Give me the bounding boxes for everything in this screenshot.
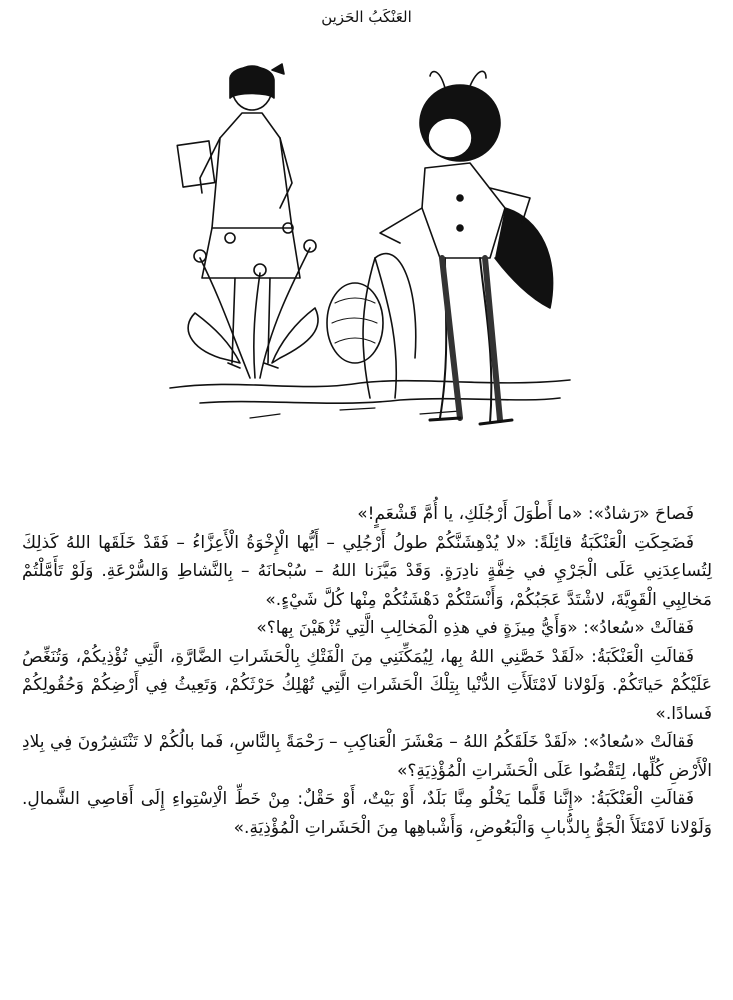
paragraph: فَضَحِكَتِ الْعَنْكَبَةُ قائِلَةً: «لا يُدْهِشَنَّكُمْ طولُ أَرْجُلِي – أَيُّها الْإِخْوَةُ الْأَعِزَّاءُ – فَقَدْ خَلَقَها اللهُ كَذلِكَ لِتُساعِدَنِي عَلَى الْجَرْيِ في خِفَّةٍ نادِرَةٍ. وَقَدْ مَيَّزَنا اللهُ – سُبْحانَهُ – بِالنَّشاطِ وَالسُّرْعَةِ. وَلَوْ تَأَمَّلْتُمْ مَخالِبِي الْقَوِيَّةَ، لاشْتَدَّ عَجَبُكُمْ، وَأَنْسَتْكُمْ دَهْشَتُكُمْ مِنْها كُلَّ شَيْءٍ.»	[22, 532, 712, 610]
ground-line	[170, 380, 570, 388]
paragraph: فَقالَتْ «سُعادُ»: «وَأَيُّ مِيزَةٍ في هذِهِ الْمَخالِبِ الَّتِي تُزْهَيْنَ بِها؟»	[256, 618, 694, 638]
page-title: العَنْكَبُ الحَزين	[321, 8, 412, 26]
flower-plant-center	[327, 254, 416, 398]
paragraph: فَقالَتْ «سُعادُ»: «لَقَدْ خَلَقَكُمُ اللهُ – مَعْشَرَ الْعَناكِبِ – رَحْمَةً بِالنَّاسِ، فَما بالُكُمْ لا تَنْتَشِرُونَ فِي بِلادِ الْأَرْضِ كُلِّها، لِتَقْضُوا عَلَى الْحَشَراتِ الْمُؤْذِيَةِ؟»	[22, 732, 712, 781]
paragraph: فَقالَتِ الْعَنْكَبَةُ: «إِنَّنا قَلَّما يَخْلُو مِنَّا بَلَدٌ، أَوْ بَيْتٌ، أَوْ حَقْلٌ: مِنْ خَطِّ الْاِسْتِواءِ إِلَى أَقاصِي الشَّمالِ. وَلَوْلانا لَامْتَلَأَ الْجَوُّ بِالذُّبابِ وَالْبَعُوضِ، وَأَشْباهِها مِنَ الْحَشَراتِ الْمُؤْذِيَةِ.»	[22, 789, 712, 838]
paragraph: فَقالَتِ الْعَنْكَبَةُ: «لَقَدْ خَصَّنِي اللهُ بِها، لِيُمَكِّنَنِي مِنَ الْفَتْكِ بِالْحَشَراتِ الضَّارَّةِ، الَّتِي تُؤْذِيكُمْ، وَتُنَغِّصُ عَلَيْكُمْ حَياتَكُمْ. وَلَوْلانا لَامْتَلَأَتِ الدُّنْيا بِتِلْكَ الْحَشَراتِ الَّتِي تُهْلِكُ حَرْثَكُمْ، وَتَعِيثُ فِي أَرْضِكُمْ وَحُقُولِكُمْ فَسادًا.»	[22, 646, 712, 724]
girl-and-insect-illustration	[160, 58, 580, 448]
insect-figure	[380, 71, 553, 424]
paragraph: فَصاحَ «رَشادٌ»: «ما أَطْوَلَ أَرْجُلَكِ، يا أُمَّ قَشْعَمٍ!»	[357, 504, 694, 524]
story-text	[22, 500, 712, 842]
girl-figure	[177, 64, 300, 368]
